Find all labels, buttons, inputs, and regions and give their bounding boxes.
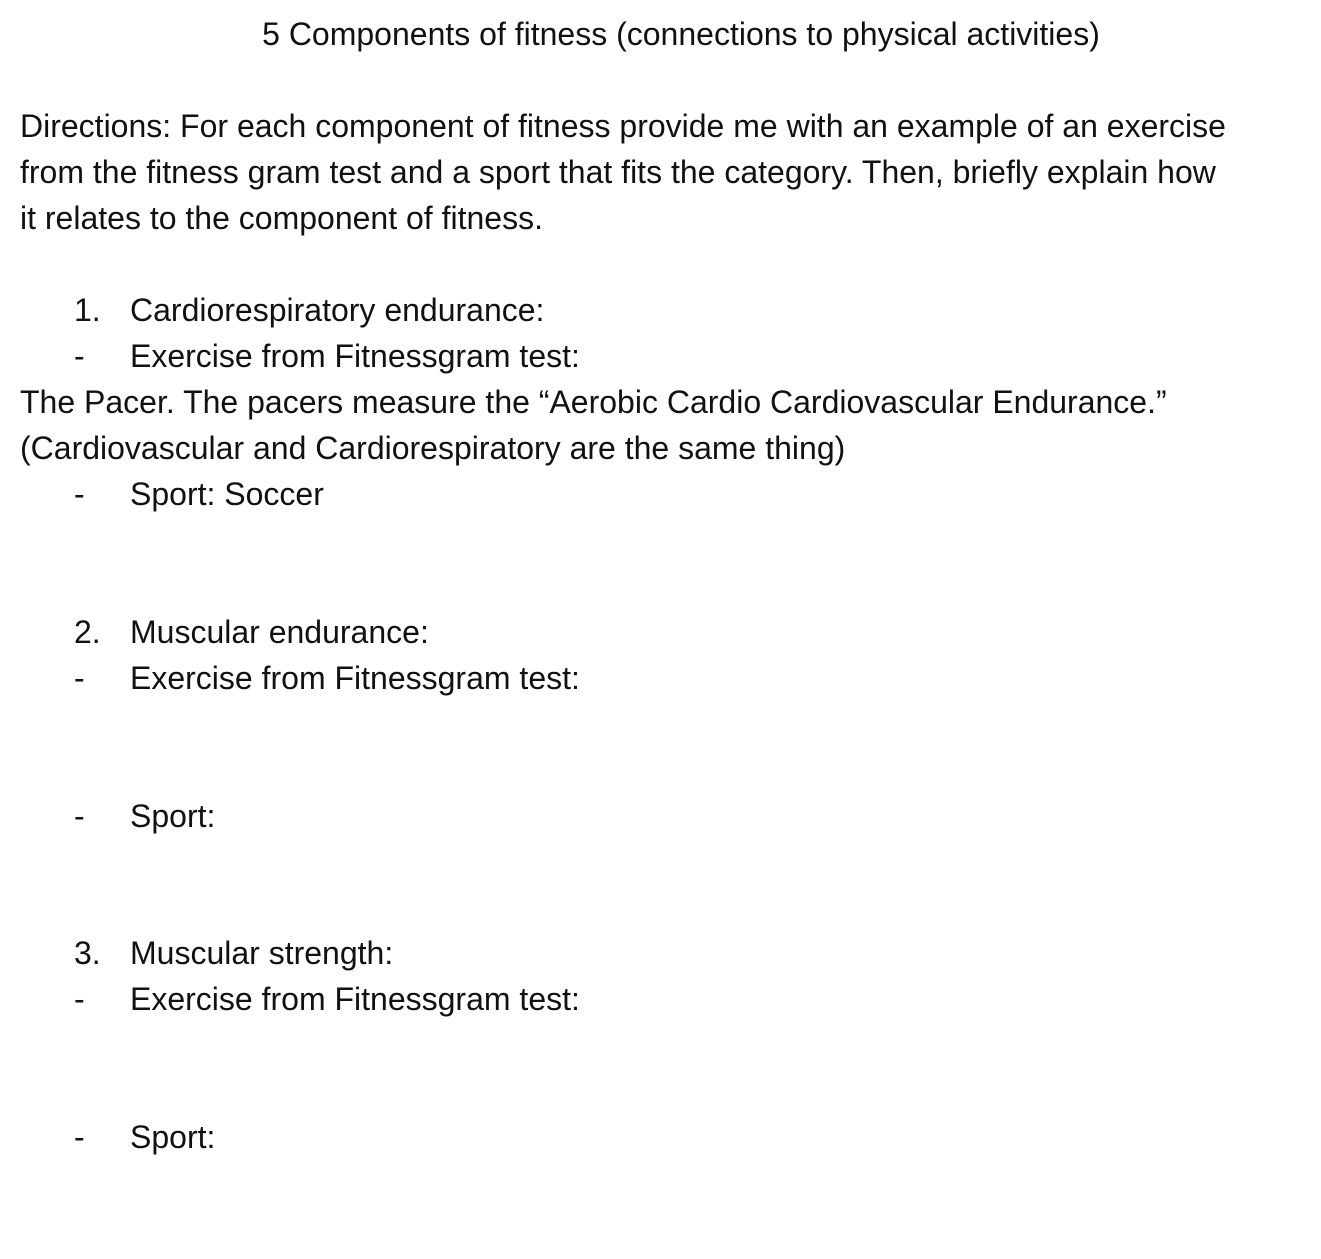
dash-bullet: - bbox=[74, 338, 85, 374]
dash-bullet: - bbox=[74, 1119, 85, 1155]
sport-label: Sport: bbox=[130, 1119, 216, 1155]
dash-bullet: - bbox=[74, 660, 85, 696]
directions-line: it relates to the component of fitness. bbox=[20, 200, 543, 236]
document-title: 5 Components of fitness (connections to physical activities) bbox=[262, 16, 1100, 52]
directions-line: Directions: For each component of fitness provide me with an example of an exercise bbox=[20, 108, 1226, 144]
dash-bullet: - bbox=[74, 981, 85, 1017]
list-number: 2. bbox=[74, 614, 101, 650]
list-number: 3. bbox=[74, 935, 101, 971]
answer-line: The Pacer. The pacers measure the “Aerobic Cardio Cardiovascular Endurance.” bbox=[20, 384, 1167, 420]
dash-bullet: - bbox=[74, 798, 85, 834]
answer-line: (Cardiovascular and Cardiorespiratory are the same thing) bbox=[20, 430, 846, 466]
component-name: Cardiorespiratory endurance: bbox=[130, 292, 545, 328]
exercise-label: Exercise from Fitnessgram test: bbox=[130, 660, 580, 696]
exercise-label: Exercise from Fitnessgram test: bbox=[130, 338, 580, 374]
directions-line: from the fitness gram test and a sport that fits the category. Then, briefly explain how bbox=[20, 154, 1216, 190]
sport-label: Sport: Soccer bbox=[130, 476, 324, 512]
sport-label: Sport: bbox=[130, 798, 216, 834]
component-name: Muscular strength: bbox=[130, 935, 394, 971]
component-name: Muscular endurance: bbox=[130, 614, 429, 650]
list-number: 1. bbox=[74, 292, 101, 328]
dash-bullet: - bbox=[74, 476, 85, 512]
exercise-label: Exercise from Fitnessgram test: bbox=[130, 981, 580, 1017]
